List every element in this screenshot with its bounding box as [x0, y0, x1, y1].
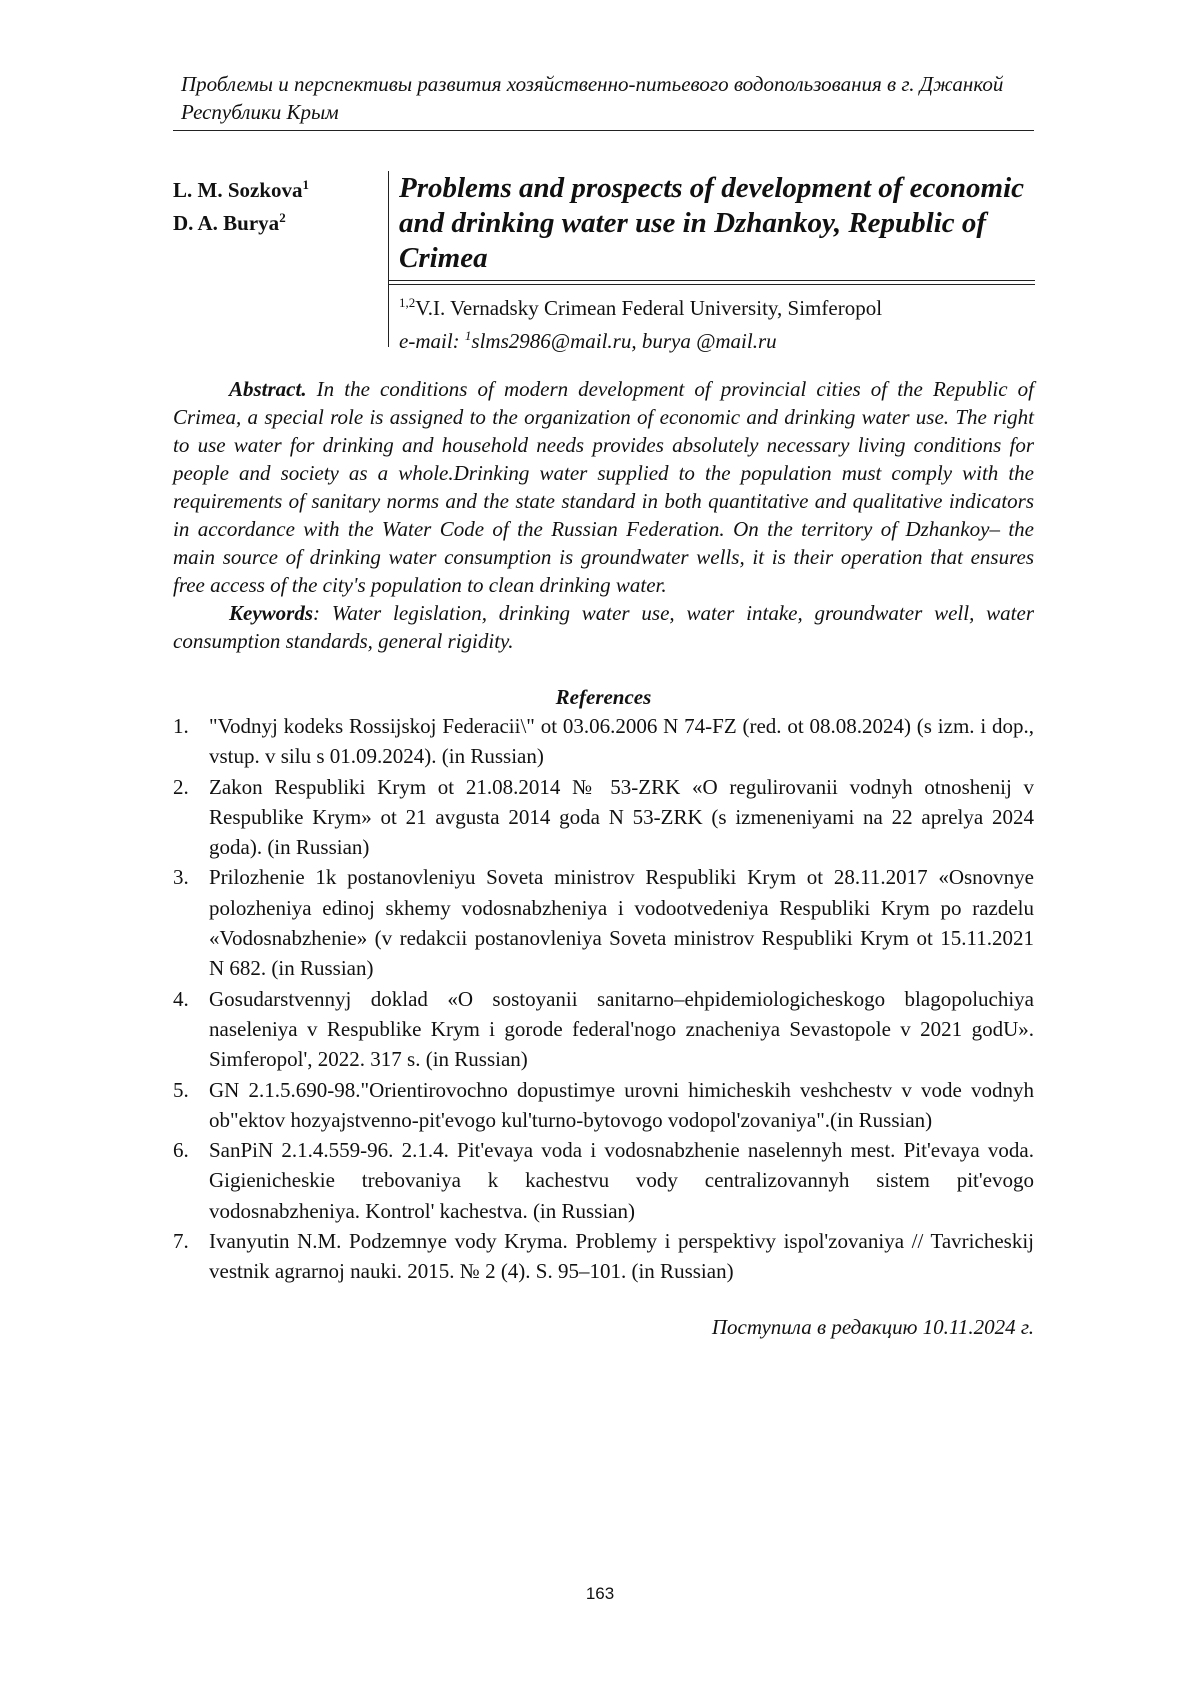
author-sup: 2 [279, 210, 286, 225]
title-rule [389, 284, 1035, 285]
title-column [388, 171, 1035, 353]
reference-item [173, 984, 1034, 1075]
keywords [173, 599, 1034, 655]
received-date: Поступила в редакцию 10.11.2024 г. [711, 1314, 1034, 1339]
abstract-text: In the conditions of modern development of provincial cities of the Republic of Crimea, a special role is assigned to the organization of economic and drinking water use. The right to use water for drinking and household needs provides absolutely necessary living conditions for people and society as a whole.Drinking water supplied to the population must comply with the requirements of sanitary norms and the state standard in both quantitative and qualitative indicators in accordance with the Water Code of the Russian Federation. On the territory of Dzhankoy– the main source of drinking water consumption is groundwater wells, it is their operation that ensures free access of the city's population to clean drinking water. [173, 377, 1034, 597]
author-name: L. M. Sozkova [173, 178, 303, 202]
reference-item [173, 862, 1034, 983]
article-title: Problems and prospects of development of economic and drinking water use in Dzhankoy, Republic of Crimea [389, 171, 1035, 281]
author [173, 204, 383, 237]
author-name: D. A. Burya [173, 211, 280, 235]
reference-item [173, 1135, 1034, 1226]
abstract [173, 375, 1034, 599]
reference-item [173, 772, 1034, 863]
reference-text: Prilozhenie 1k postanovleniyu Soveta ministrov Respubliki Krym ot 28.11.2017 «Osnovnye polozheniya edinoj skhemy vodosnabzheniya i vodootvedeniya Respubliki Krym po razdelu «Vodosnabzhenie» (v redakcii postanovleniya Soveta ministrov Respubliki Krym ot 15.11.2021 N 682. (in Russian) [209, 865, 1034, 981]
email-text: slms2986@mail.ru, burya @mail.ru [471, 329, 777, 353]
reference-text: "Vodnyj kodeks Rossijskoj Federacii\" ot 03.06.2006 N 74-FZ (red. ot 08.08.2024) (s izm. i dop., vstup. v silu s 01.09.2024). (in Russian) [209, 714, 1034, 769]
reference-item [173, 1075, 1034, 1136]
reference-text: SanPiN 2.1.4.559-96. 2.1.4. Pit'evaya voda i vodosnabzhenie naselennyh mest. Pit'evaya voda. Gigienicheskie trebovaniya k kachestvu vody centralizovannyh sistem pit'evogo vodosnabzheniya. Kontrol' kachestva. (in Russian) [209, 1138, 1034, 1223]
reference-number: 1. [173, 714, 189, 738]
reference-number: 4. [173, 986, 189, 1011]
author [173, 171, 383, 204]
article-header [173, 171, 1034, 353]
reference-text: Zakon Respubliki Krym ot 21.08.2014 № 53-ZRK «O regulirovanii vodnyh otnoshenij v Respublike Krym» ot 21 avgusta 2014 goda N 53-ZRK (s izmeneniyami na 22 aprelya 2024 goda). (in Russian) [209, 774, 1034, 860]
reference-number: 7. [173, 1229, 189, 1254]
reference-item [173, 711, 1034, 772]
reference-number: 2. [173, 774, 189, 799]
email-prefix: e-mail: [399, 329, 465, 353]
references-heading: References [555, 685, 652, 709]
author-list [173, 171, 383, 237]
affiliation [389, 289, 1035, 322]
author-sup: 1 [302, 177, 310, 192]
keywords-label: Keywords [229, 601, 313, 625]
abstract-label: Abstract. [229, 377, 307, 401]
reference-number: 3. [173, 865, 189, 890]
reference-item [173, 1226, 1034, 1287]
email-line [389, 322, 1035, 355]
running-head: Проблемы и перспективы развития хозяйственно-питьевого водопользования в г. Джанкой Республики Крым [173, 70, 1034, 131]
affiliation-sup: 1,2 [399, 295, 416, 310]
reference-number: 5. [173, 1077, 189, 1102]
affiliation-text: V.I. Vernadsky Crimean Federal University, Simferopol [415, 296, 883, 320]
reference-text: Ivanyutin N.M. Podzemnye vody Kryma. Problemy i perspektivy ispol'zovaniya // Tavricheskij vestnik agrarnoj nauki. 2015. № 2 (4). S. 95–101. (in Russian) [209, 1229, 1034, 1284]
reference-text: GN 2.1.5.690-98."Orientirovochno dopustimye urovni himicheskih veshchestv v vode vodnyh ob"ektov hozyajstvenno-pit'evogo kul'turno-bytovogo vodopol'zovaniya".(in Russian) [209, 1077, 1034, 1132]
reference-number: 6. [173, 1138, 189, 1163]
email-sup: 1 [464, 328, 472, 343]
reference-text: Gosudarstvennyj doklad «O sostoyanii sanitarno–ehpidemiologicheskogo blagopoluchiya naseleniya v Respublike Krym i gorode federal'nogo znacheniya Sevastopole v 2021 godU». Simferopol', 2022. 317 s. (in Russian) [209, 986, 1034, 1072]
references-list [173, 711, 1034, 1287]
page [173, 70, 1034, 1341]
keywords-text: : Water legislation, drinking water use, water intake, groundwater well, water consumption standards, general rigidity. [173, 601, 1034, 653]
page-number: 163 [585, 1584, 615, 1603]
